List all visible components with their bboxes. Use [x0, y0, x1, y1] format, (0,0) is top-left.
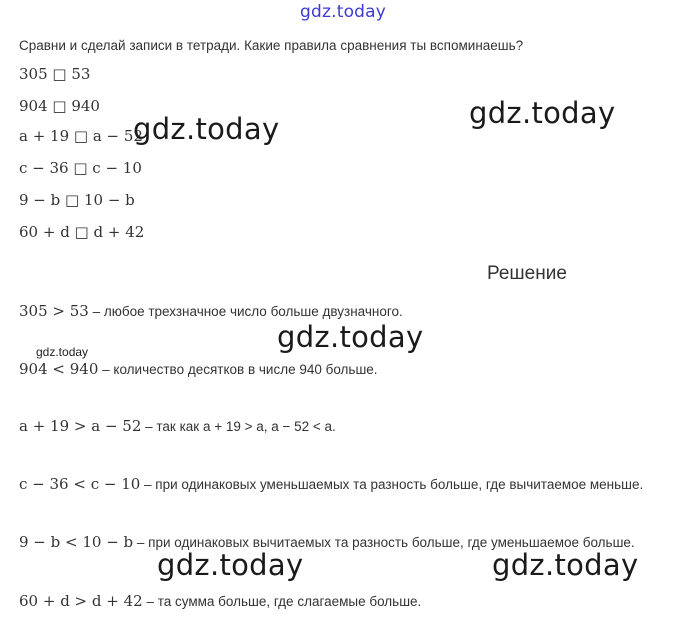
- solution-math: c − 36 < c − 10: [19, 475, 141, 493]
- solution-line-1: [19, 302, 403, 320]
- solution-explanation: – так как a + 19 > a, a − 52 < a.: [141, 419, 336, 434]
- solution-explanation: – любое трехзначное число больше двузначного.: [88, 304, 403, 319]
- solution-line-2: [19, 360, 378, 378]
- watermark: gdz.today: [133, 112, 280, 146]
- watermark: gdz.today: [157, 548, 304, 582]
- expression-4: c − 36 □ c − 10: [19, 159, 142, 177]
- expression-2: 904 □ 940: [19, 97, 100, 115]
- solution-math: 904 < 940: [19, 360, 99, 378]
- watermark: gdz.today: [492, 548, 639, 582]
- expression-1: 305 □ 53: [19, 65, 91, 83]
- solution-math: 60 + d > d + 42: [19, 592, 143, 610]
- watermark: gdz.today: [469, 96, 616, 130]
- task-text: Сравни и сделай записи в тетради. Какие правила сравнения ты вспоминаешь?: [19, 38, 524, 53]
- solution-explanation: – количество десятков в числе 940 больше.: [98, 362, 378, 377]
- solution-line-6: [19, 592, 421, 610]
- watermark: gdz.today: [277, 320, 424, 354]
- expression-6: 60 + d □ d + 42: [19, 223, 145, 241]
- solution-explanation: – та сумма больше, где слагаемые больше.: [142, 594, 422, 609]
- solution-math: 305 > 53: [19, 302, 89, 320]
- solution-explanation: – при одинаковых уменьшаемых та разность больше, где вычитаемое меньше.: [140, 477, 644, 492]
- expression-3: a + 19 □ a − 52: [19, 127, 143, 145]
- watermark-top: gdz.today: [300, 2, 387, 22]
- solution-heading: Решение: [487, 263, 567, 284]
- solution-line-4: [19, 475, 643, 493]
- solution-math: a + 19 > a − 52: [19, 417, 142, 435]
- solution-math: 9 − b < 10 − b: [19, 533, 134, 551]
- solution-explanation: – при одинаковых вычитаемых та разность больше, где уменьшаемое больше.: [133, 535, 635, 550]
- solution-line-3: [19, 417, 336, 435]
- expression-5: 9 − b □ 10 − b: [19, 191, 135, 209]
- watermark-small: gdz.today: [36, 345, 89, 359]
